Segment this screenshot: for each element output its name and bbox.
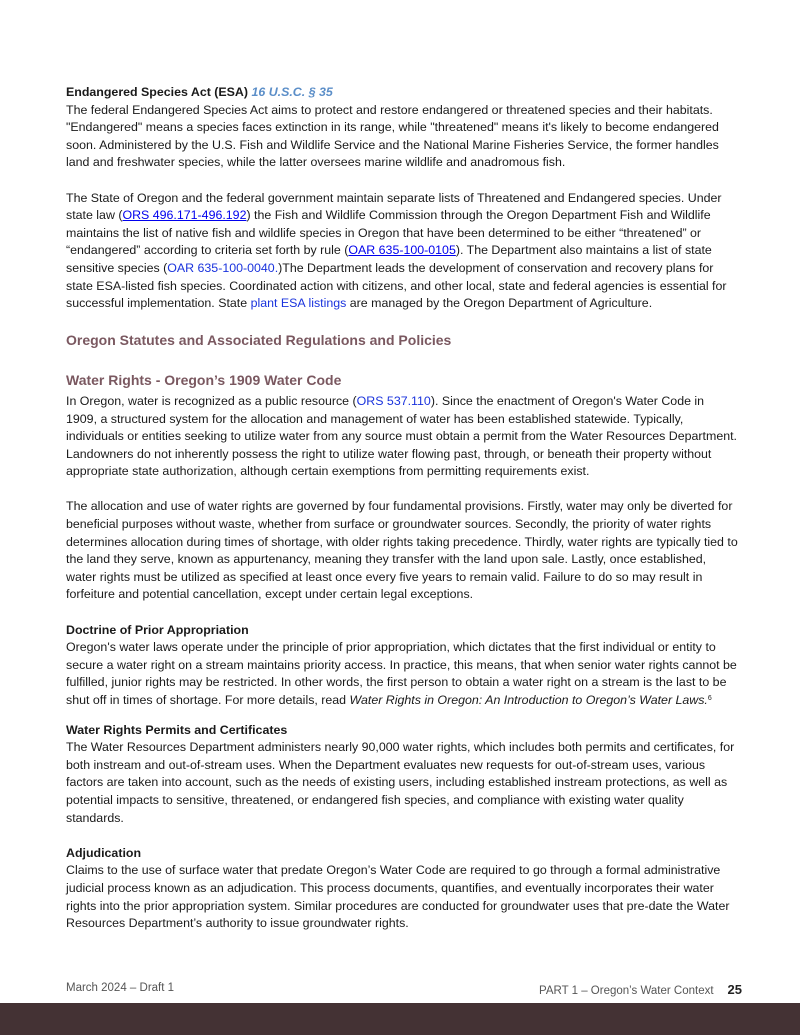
water-rights-heading: Water Rights - Oregon’s 1909 Water Code — [66, 372, 342, 389]
text-run: The State of Oregon and the federal government maintain separate lists of Threatened and Endangered species. Under state law ( — [66, 190, 722, 223]
citation-link[interactable]: ORS 496.171-496.192 — [122, 208, 247, 223]
footer-right — [539, 982, 742, 997]
water-rights-paragraph-2 — [66, 498, 738, 604]
esa-paragraph-1 — [66, 102, 738, 172]
document-body — [66, 84, 738, 933]
permits-paragraph — [66, 739, 738, 827]
page-number: 25 — [727, 982, 742, 997]
footer-date: March 2024 – Draft 1 — [66, 982, 175, 994]
text-run: The federal Endangered Species Act aims to protect and restore endangered or threatened species and their habitats. "Endangered" means a species faces extinction in its range, while "threatened" means it's likely to become endangered soon. Administered by the U.S. Fish and Wildlife Service and the National Marine Fisheries Service, the former handles land and freshwater species, while the latter oversees marine wildlife and anadromous fish. — [66, 102, 719, 170]
text-run: Claims to the use of surface water that predate Oregon’s Water Code are required to go through a formal administrative judicial process known as an adjudication. This process documents, quantifies, and eventually incorporates their water rights into the prior appropriation system. Similar procedures are conducted for groundwater uses that pre-date the Water Resources Department’s authority to issue groundwater rights. — [66, 863, 730, 931]
adjudication-heading: Adjudication — [66, 845, 142, 860]
permits-heading: Water Rights Permits and Certificates — [66, 722, 288, 737]
text-run: The Water Resources Department administers nearly 90,000 water rights, which includes both permits and certificates, for both instream and out-of-stream uses. When the Department evaluates new requests for out-of-stream uses, various factors are taken into account, such as the needs of existing users, including established instream protections, as well as potential impacts to sensitive, threatened, or endangered fish species, and compliance with existing water quality standards. — [66, 740, 735, 825]
esa-heading-text: Endangered Species Act (ESA) — [66, 85, 249, 99]
publication-title: Water Rights in Oregon: An Introduction to Oregon’s Water Laws. — [349, 693, 708, 707]
page-footer — [66, 982, 742, 997]
text-run: )The Department leads the development of conservation and recovery plans for state ESA-listed fish species. Coordinated action with citizens, and other local, state and federal agencies is essential for successful implementation. State — [66, 260, 727, 311]
citation-link[interactable]: OAR 635-100-0040. — [167, 260, 279, 275]
esa-paragraph-2 — [66, 190, 738, 313]
esa-citation: 16 U.S.C. § 35 — [251, 85, 333, 99]
text-run: ) the Fish and Wildlife Commission through the Oregon Department Fish and Wildlife maintains the list of native fish and wildlife species in Oregon that have been determined to be either “threatened” or “endangered” according to criteria set forth by rule ( — [66, 208, 711, 258]
citation-link[interactable]: OAR 635-100-0105 — [348, 243, 456, 258]
doctrine-heading: Doctrine of Prior Appropriation — [66, 622, 249, 637]
footnote-ref[interactable]: 6 — [707, 695, 712, 702]
text-run: ). The Department also maintains a list of state sensitive species ( — [66, 243, 712, 275]
adjudication-paragraph — [66, 862, 738, 932]
doctrine-paragraph — [66, 639, 738, 709]
text-run: ). Since the enactment of Oregon's Water Code in 1909, a structured system for the allocation and management of water has been established statewide. Typically, individuals or entities seeking to utilize water from any source must obtain a permit from the Water Resources Department. Landowners do not inherently possess the right to utilize water flowing past, through, or beneath their property without appropriate state authorization, although certain exemptions from permitting requirements exist. — [66, 393, 737, 479]
water-rights-paragraph-1 — [66, 393, 738, 481]
esa-heading — [66, 84, 738, 102]
text-run: are managed by the Oregon Department of Agriculture. — [346, 296, 653, 311]
text-run: The allocation and use of water rights are governed by four fundamental provisions. Firstly, water may only be diverted for beneficial purposes without waste, whether from surface or groundwater sources. Secondly, the priority of water rights determines allocation during times of shortage, with older rights taking precedence. Thirdly, water rights are typically tied to the land they serve, known as appurtenancy, meaning they transfer with the land upon sale. Lastly, once established, water rights must be utilized as specified at least once every five years to remain valid. Failure to do so may result in forfeiture and potential cancellation, except under certain legal exceptions. — [66, 499, 738, 602]
text-run: Oregon's water laws operate under the principle of prior appropriation, which dictates that the first individual or entity to secure a water right on a stream maintains priority access. In practice, this means, that when senior water rights cannot be fulfilled, junior rights may be restricted. In other words, the first person to obtain a water right on a stream is the last to be shut off in times of shortage. For more details, read — [66, 640, 737, 707]
citation-link[interactable]: plant ESA listings — [250, 296, 347, 311]
footer-section: PART 1 – Oregon’s Water Context — [539, 985, 714, 997]
footer-band — [0, 1003, 800, 1035]
text-run: In Oregon, water is recognized as a public resource ( — [66, 393, 357, 408]
citation-link[interactable]: ORS 537.110 — [356, 393, 431, 408]
section-title: Oregon Statutes and Associated Regulations and Policies — [66, 331, 452, 348]
